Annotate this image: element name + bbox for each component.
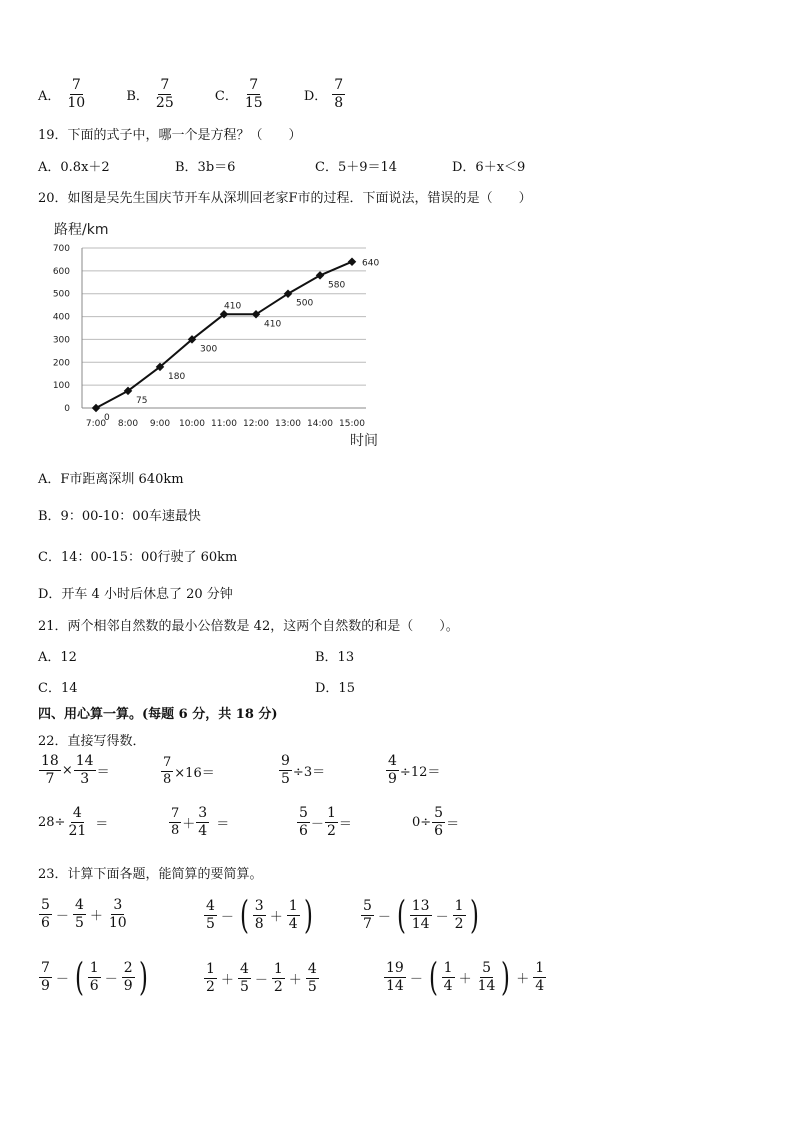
q19-option-d[interactable]: D．6＋x＜9	[452, 160, 526, 175]
chart-y-ticks	[53, 244, 70, 414]
q19-option-b[interactable]: B．3b＝6	[175, 160, 236, 175]
data-label: 410	[224, 301, 242, 312]
x-tick-label: 7:00	[85, 419, 107, 429]
x-tick-label: 10:00	[179, 419, 205, 429]
q18-option-c[interactable]: C． $\frac{7}{15}$	[214, 77, 263, 111]
x-tick-label: 12:00	[243, 419, 269, 429]
x-tick-label: 11:00	[211, 419, 237, 429]
data-label: 410	[264, 319, 282, 330]
q22-item-8: 0÷ $\frac{5}{6}$ ＝	[412, 805, 460, 839]
q18-option-d[interactable]: D． $\frac{7}{8}$	[303, 77, 344, 111]
q19-stem: 19．下面的式子中，哪一个是方程？（ ）	[38, 128, 302, 143]
x-tick-label: 13:00	[275, 419, 301, 429]
chart-data-labels	[104, 259, 379, 423]
y-tick-label: 0	[64, 404, 70, 414]
section-4-heading: 四、用心算一算。(每题 6 分，共 18 分)	[38, 707, 278, 722]
q23-expr-5: $\frac{1}{2}$ ＋ $\frac{4}{5}$ － $\frac{1}{2}$ ＋ $\frac{4}{5}$	[206, 961, 317, 995]
x-tick-label: 14:00	[307, 419, 333, 429]
q21-option-b[interactable]: B．13	[315, 650, 355, 665]
q23-stem: 23．计算下面各题，能简算的要简算。	[38, 867, 263, 882]
q20-option-b[interactable]: B．9：00-10：00车速最快	[38, 509, 201, 524]
q23-expr-6: $\frac{19}{14}$ － ( $\frac{1}{4}$ ＋ $\frac{5}{14}$ ) ＋ $\frac{1}{4}$	[386, 955, 545, 999]
q23-expr-4: $\frac{7}{9}$ － ( $\frac{1}{6}$ － $\frac{2}{9}$ )	[41, 955, 148, 999]
q20-option-a[interactable]: A．F市距离深圳 640km	[38, 472, 184, 487]
series-line	[96, 262, 352, 408]
q21-option-d[interactable]: D．15	[315, 681, 355, 696]
chart-xlabel: 时间	[350, 433, 378, 449]
y-tick-label: 600	[52, 266, 70, 277]
q20-stem: 20．如图是吴先生国庆节开车从深圳回老家F市的过程．下面说法，错误的是（ ）	[38, 191, 532, 206]
data-label: 300	[200, 344, 218, 355]
chart-grid	[82, 248, 366, 408]
q21-option-c[interactable]: C．14	[38, 681, 78, 696]
q22-item-1: $\frac{18}{7}$ × $\frac{14}{3}$ ＝	[41, 753, 110, 787]
data-label: 0	[104, 413, 110, 423]
x-tick-label: 9:00	[149, 419, 171, 429]
q21-stem: 21．两个相邻自然数的最小公倍数是 42，这两个自然数的和是（ ）。	[38, 619, 459, 634]
x-tick-label: 15:00	[339, 419, 365, 429]
q20-option-d[interactable]: D．开车 4 小时后休息了 20 分钟	[38, 587, 233, 602]
q23-expr-3: $\frac{5}{7}$ － ( $\frac{13}{14}$ － $\frac{1}{2}$ )	[363, 893, 479, 937]
q23-expr-1: $\frac{5}{6}$ － $\frac{4}{5}$ ＋ $\frac{3}{10}$	[41, 897, 127, 931]
y-tick-label: 100	[52, 381, 70, 392]
data-point	[92, 404, 100, 412]
q18-option-a[interactable]: A． $\frac{7}{10}$	[38, 77, 86, 111]
y-tick-label: 200	[52, 358, 70, 369]
q19-option-a[interactable]: A．0.8x＋2	[38, 160, 110, 175]
q22-stem: 22．直接写得数．	[38, 734, 146, 749]
y-tick-label: 300	[52, 335, 70, 346]
q22-item-3: $\frac{9}{5}$ ÷3＝	[281, 753, 326, 787]
q20-option-c[interactable]: C．14：00-15：00行驶了 60km	[38, 550, 238, 565]
distance-time-chart	[40, 215, 400, 455]
x-tick-label: 8:00	[117, 419, 139, 429]
q21-option-a[interactable]: A．12	[38, 650, 77, 665]
data-label: 640	[362, 258, 380, 269]
q22-item-5: 28÷ $\frac{4}{21}$ ＝	[38, 805, 109, 839]
data-label: 580	[328, 280, 346, 291]
chart-x-ticks	[86, 419, 365, 429]
q22-item-6: $\frac{7}{8}$ ＋ $\frac{3}{4}$ ＝	[171, 805, 230, 839]
q23-expr-2: $\frac{4}{5}$ － ( $\frac{3}{8}$ ＋ $\frac{1}{4}$ )	[206, 893, 313, 937]
q19-option-c[interactable]: C．5＋9＝14	[315, 160, 398, 175]
data-point	[348, 257, 356, 265]
q18-options	[38, 78, 346, 110]
data-label: 500	[296, 298, 314, 309]
q22-item-4: $\frac{4}{9}$ ÷12＝	[388, 753, 441, 787]
chart-ylabel: 路程/km	[54, 222, 109, 238]
q22-item-2: $\frac{7}{8}$ ×16＝	[163, 755, 215, 787]
q18-option-b[interactable]: B． $\frac{7}{25}$	[126, 77, 174, 111]
y-tick-label: 500	[52, 289, 70, 300]
data-label: 75	[136, 395, 148, 406]
data-point	[316, 271, 324, 279]
y-tick-label: 700	[52, 244, 70, 254]
y-tick-label: 400	[52, 312, 70, 323]
data-label: 180	[168, 371, 186, 382]
q22-item-7: $\frac{5}{6}$ － $\frac{1}{2}$ ＝	[299, 805, 352, 839]
